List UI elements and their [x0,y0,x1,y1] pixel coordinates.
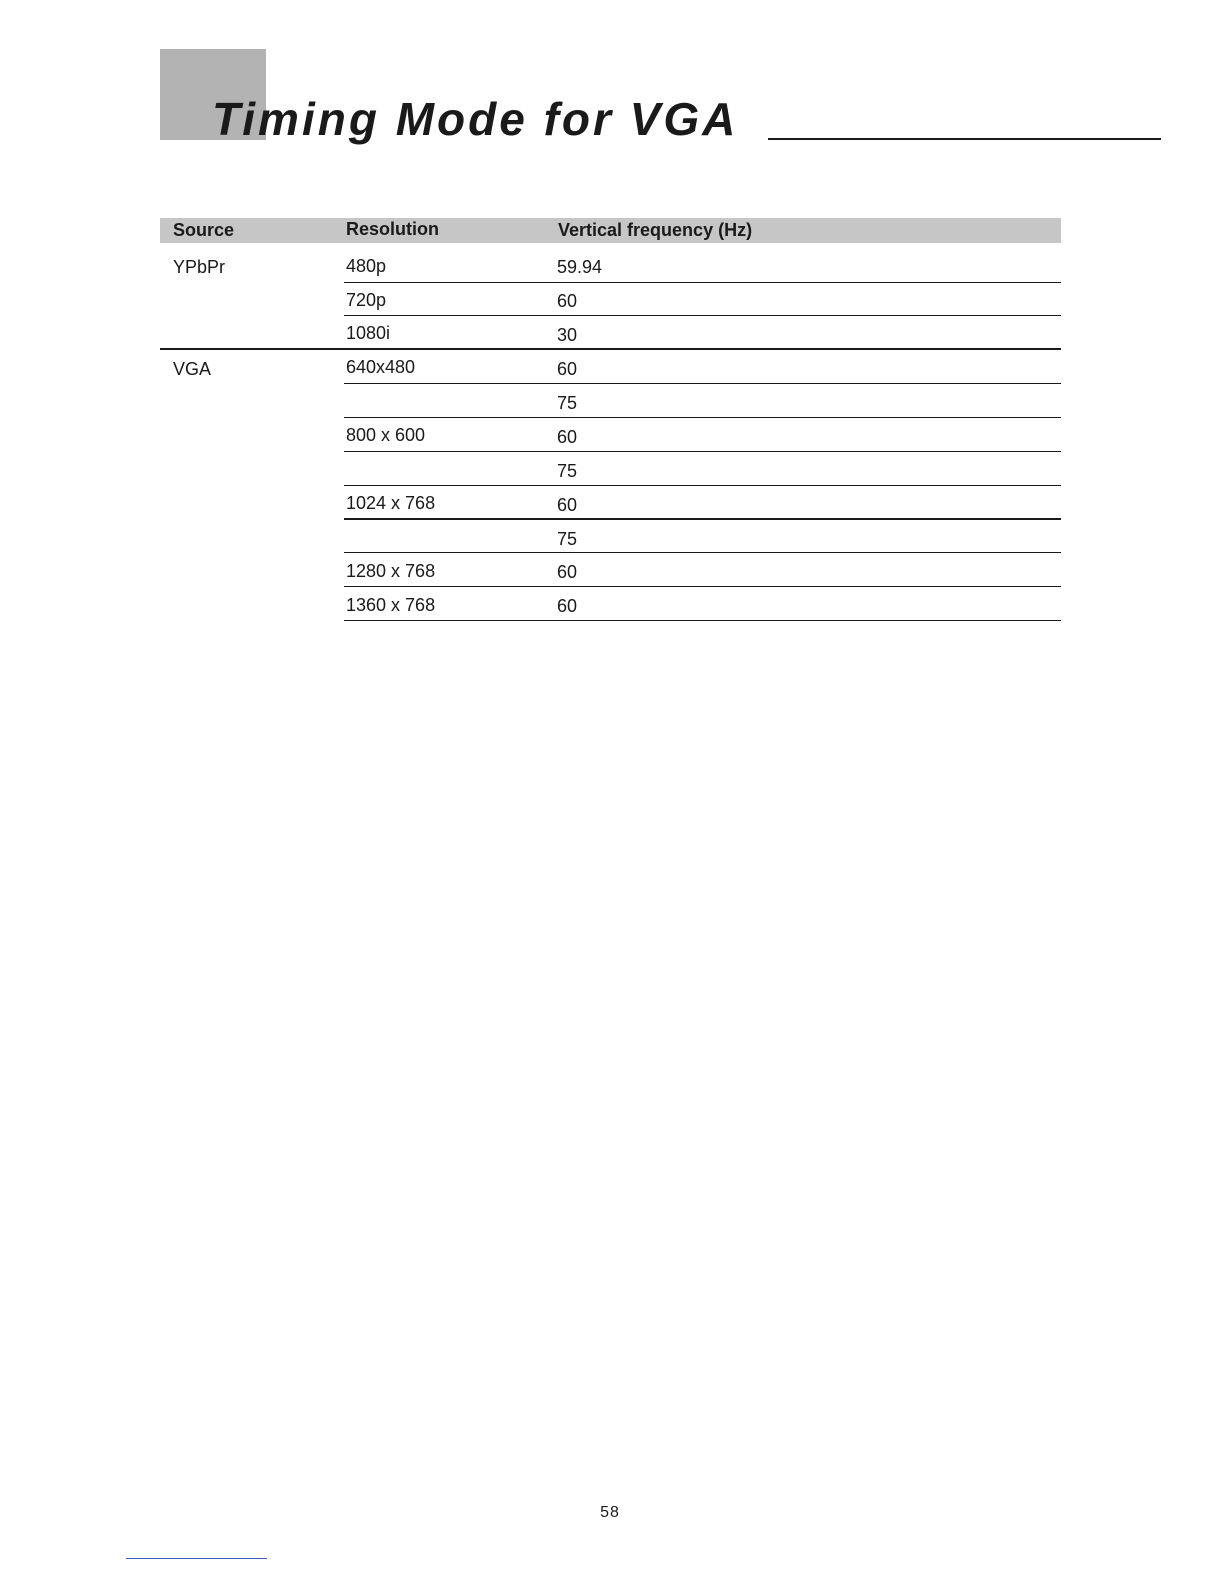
resolution-cell: 1024 x 768 [346,493,436,513]
resolution-cell: 640x480 [346,357,416,377]
row-divider [344,485,1061,486]
frequency-cell: 60 [557,359,578,379]
source-cell-ypbpr: YPbPr [173,257,226,277]
row-divider [344,417,1061,418]
header-source: Source [173,220,235,240]
source-cell-vga: VGA [173,359,212,379]
frequency-cell: 60 [557,562,578,582]
title-underline [768,138,1161,140]
frequency-cell: 75 [557,529,578,549]
row-divider [344,518,1061,520]
frequency-cell: 60 [557,427,578,447]
row-divider [344,282,1061,283]
header-vertical-frequency: Vertical frequency (Hz) [558,220,753,240]
row-divider [344,383,1061,384]
resolution-cell: 480p [346,256,387,276]
table-header-row [160,218,1061,243]
page-title: Timing Mode for VGA [212,93,739,145]
resolution-cell: 1280 x 768 [346,561,436,581]
table-bottom-rule [344,620,1061,621]
frequency-cell: 60 [557,495,578,515]
resolution-cell: 1080i [346,323,391,343]
resolution-cell: 720p [346,290,387,310]
frequency-cell: 60 [557,596,578,616]
frequency-cell: 30 [557,325,578,345]
frequency-cell: 59.94 [557,257,603,277]
frequency-cell: 60 [557,291,578,311]
resolution-cell: 1360 x 768 [346,595,436,615]
header-resolution: Resolution [346,219,439,239]
footer-line [126,1558,267,1559]
resolution-cell: 800 x 600 [346,425,426,445]
frequency-cell: 75 [557,393,578,413]
group-divider [160,348,1061,350]
page-number: 58 [600,1504,620,1521]
row-divider [344,552,1061,553]
row-divider [344,451,1061,452]
frequency-cell: 75 [557,461,578,481]
row-divider [344,586,1061,587]
row-divider [344,315,1061,316]
